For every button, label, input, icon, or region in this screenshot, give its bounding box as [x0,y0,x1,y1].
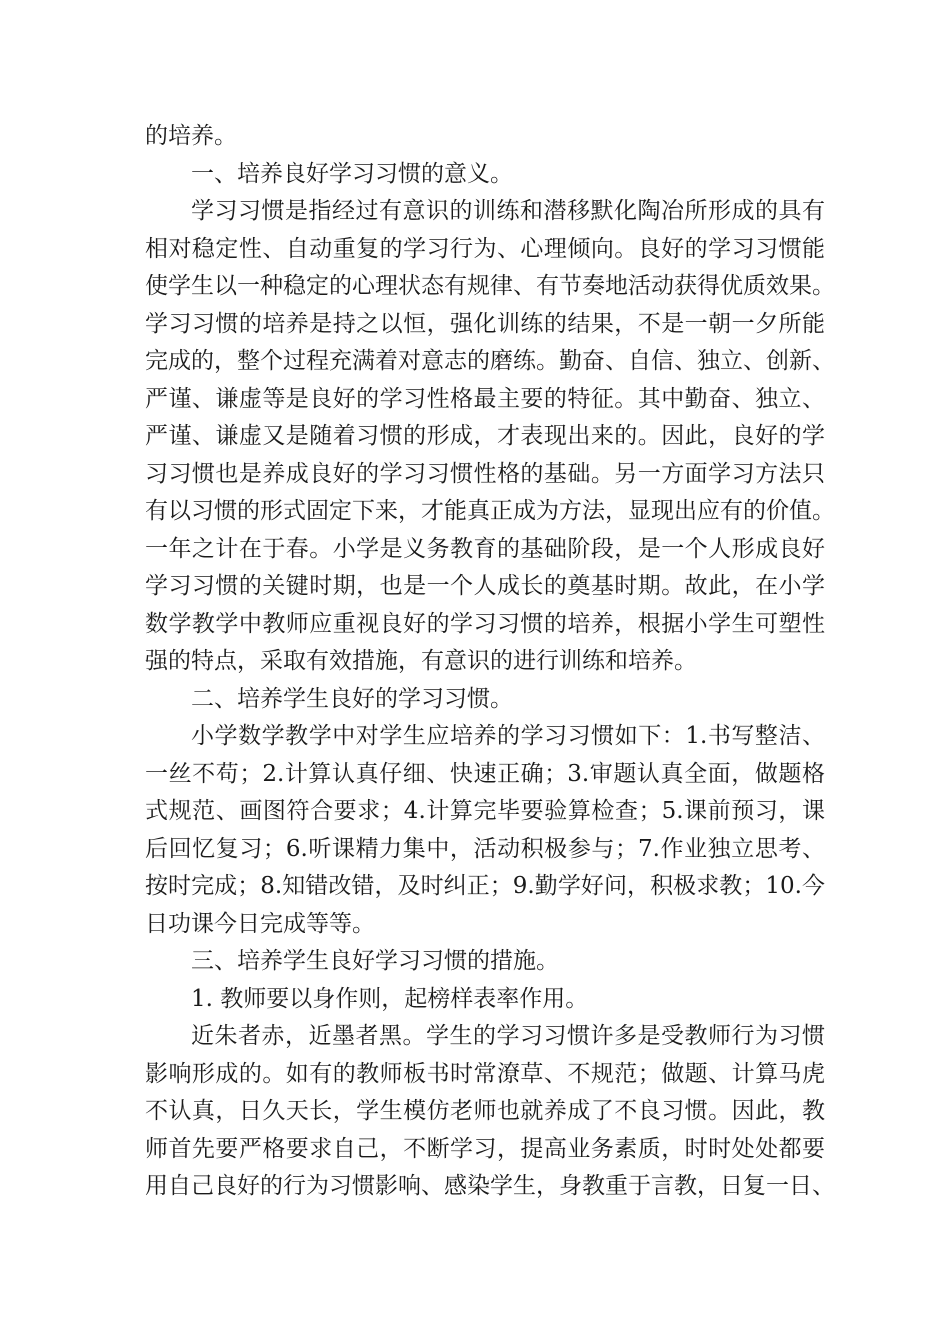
text-line: 二、培养学生良好的学习习惯。 [191,685,513,712]
text-line: 一、培养良好学习习惯的意义。 [191,160,513,187]
text-line: 的培养。 [145,123,237,149]
text-line: 不认真，日久天长，学生模仿老师也就养成了不良习惯。因此，教 [145,1098,825,1124]
text-line: 学习习惯的关键时期，也是一个人成长的奠基时期。故此，在小学 [145,573,825,599]
text-line: 后回忆复习；6.听课精力集中，活动积极参与；7.作业独立思考、 [145,835,825,862]
text-line: 数学教学中教师应重视良好的学习习惯的培养，根据小学生可塑性 [145,610,825,637]
text-line: 严谨、谦虚等是良好的学习性格最主要的特征。其中勤奋、独立、 [145,385,825,412]
text-line: 三、培养学生良好学习习惯的措施。 [191,948,559,974]
text-line: 强的特点，采取有效措施，有意识的进行训练和培养。 [145,648,697,674]
text-line: 式规范、画图符合要求；4.计算完毕要验算检查；5.课前预习，课 [145,798,825,824]
text-line: 小学数学教学中对学生应培养的学习习惯如下：1.书写整洁、 [191,723,825,749]
text-line: 师首先要严格要求自己，不断学习，提高业务素质，时时处处都要 [145,1135,825,1162]
text-line: 有以习惯的形式固定下来，才能真正成为方法，显现出应有的价值。 [145,498,835,524]
text-line: 完成的，整个过程充满着对意志的磨练。勤奋、自信、独立、创新、 [145,348,835,374]
text-line: 严谨、谦虚又是随着习惯的形成，才表现出来的。因此，良好的学 [145,423,825,449]
text-line: 影响形成的。如有的教师板书时常潦草、不规范；做题、计算马虎 [145,1060,825,1087]
document-body [145,118,835,1206]
text-line: 习习惯也是养成良好的学习习惯性格的基础。另一方面学习方法只 [145,460,825,487]
text-line: 学习习惯是指经过有意识的训练和潜移默化陶冶所形成的具有 [191,198,825,224]
text-line: 相对稳定性、自动重复的学习行为、心理倾向。良好的学习习惯能 [145,235,825,262]
text-line: 学习习惯的培养是持之以恒，强化训练的结果，不是一朝一夕所能 [145,310,825,337]
text-line: 使学生以一种稳定的心理状态有规律、有节奏地活动获得优质效果。 [145,273,835,299]
text-line: 一年之计在于春。小学是义务教育的基础阶段，是一个人形成良好 [145,535,825,562]
text-line: 按时完成；8.知错改错，及时纠正；9.勤学好问，积极求教；10.今 [145,873,825,899]
text-line: 用自己良好的行为习惯影响、感染学生，身教重于言教，日复一日、 [145,1173,835,1199]
text-line: 1. 教师要以身作则，起榜样表率作用。 [191,985,589,1012]
text-line: 一丝不苟；2.计算认真仔细、快速正确；3.审题认真全面，做题格 [145,760,825,787]
text-line: 日功课今日完成等等。 [145,910,375,937]
text-line: 近朱者赤，近墨者黑。学生的学习习惯许多是受教师行为习惯 [191,1023,825,1049]
